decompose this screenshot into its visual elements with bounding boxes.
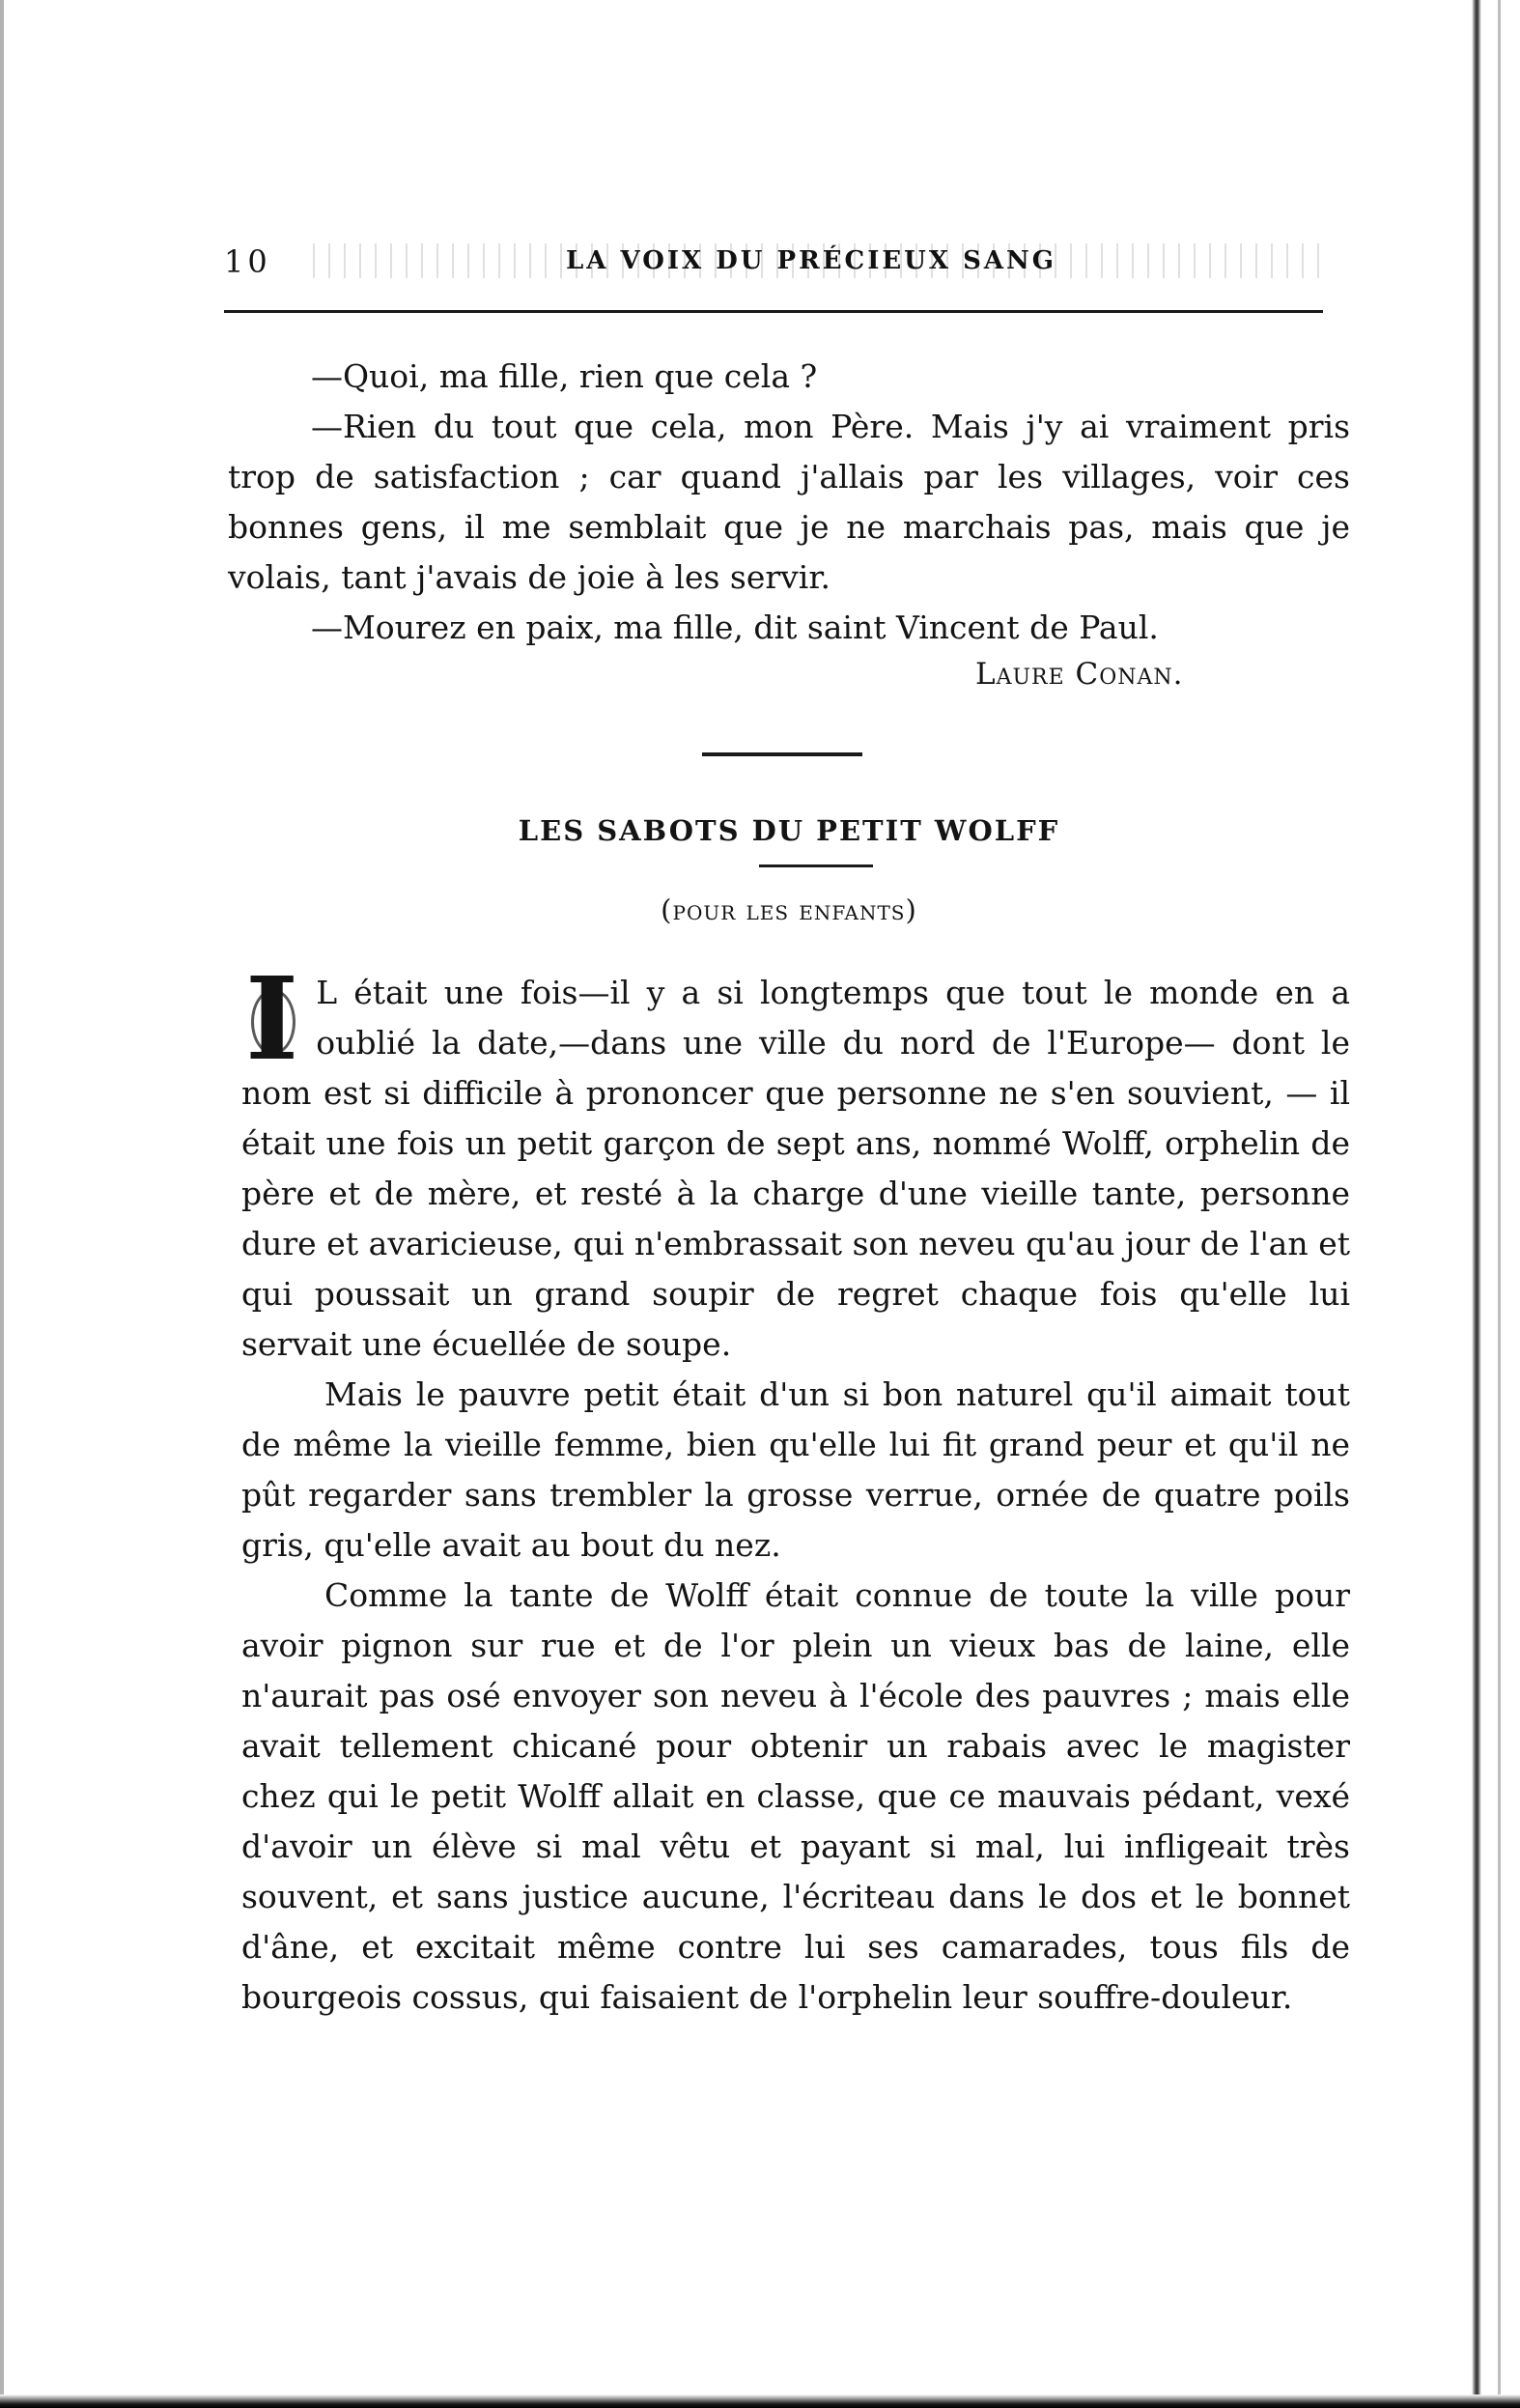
section-separator (702, 752, 862, 756)
story-title: LES SABOTS DU PETIT WOLFF (518, 814, 1060, 847)
running-title: LA VOIX DU PRÉCIEUX SANG (299, 243, 1323, 278)
scan-edge-right-shadow (1498, 0, 1501, 2408)
story-paragraph: Mais le pauvre petit était d'un si bon naturel qu'il aimait tout de même la vieille femme, bien qu'elle lui fit grand peur et qu'il ne pût regarder sans trembler la grosse verrue, ornée de quatre poils gris, qu'elle avait au bout du nez. (241, 1375, 1350, 1564)
page-number: 10 (224, 243, 271, 280)
dialogue-line: —Quoi, ma fille, rien que cela ? (311, 357, 818, 395)
story-paragraph (241, 951, 1350, 1370)
story-paragraph: Comme la tante de Wolff était connue de toute la ville pour avoir pignon sur rue et de l'or plein un vieux bas de laine, elle n'aurait pas osé envoyer son neveu à l'école des pauvres ; mais elle avait tellement chicané pour obtenir un rabais avec le magister chez qui le petit Wolff allait en classe, que ce mauvais pédant, vexé d'avoir un élève si mal vêtu et payant si mal, lui infligeait très souvent, et sans justice aucune, l'écriteau dans le dos et le bonnet d'âne, et excitait même contre lui ses camarades, tous fils de bourgeois cossus, qui faisaient de l'orphelin leur souffre-douleur. (241, 1576, 1350, 2016)
scan-edge-bottom (0, 2394, 1520, 2408)
dialogue-line: —Rien du tout que cela, mon Père. Mais j'y ai vraiment pris trop de satisfaction ; car quand j'allais par les villages, voir ces bonnes gens, il me semblait que je ne marchais pas, mais que je volais, tant j'avais de joie à les servir. (228, 408, 1350, 596)
story-subtitle: (pour les enfants) (661, 893, 917, 926)
first-word: L (316, 974, 338, 1011)
story-text (241, 951, 1350, 2023)
header-rule (224, 310, 1323, 313)
scan-edge-right (1472, 0, 1481, 2408)
drop-cap: I (241, 972, 302, 1066)
running-header (224, 240, 1325, 284)
dialogue-block (228, 352, 1350, 653)
title-rule (759, 864, 873, 867)
dialogue-line: —Mourez en paix, ma fille, dit saint Vincent de Paul. (311, 609, 1159, 646)
scan-edge-left (0, 0, 4, 2408)
author-signature: Laure Conan. (975, 657, 1184, 692)
paragraph-text: était une fois—il y a si longtemps que tout le monde en a oublié la date,—dans une ville du nord de l'Europe— dont le nom est si difficile à prononcer que personne ne s'en souvient, — il était une fois un petit garçon de sept ans, nommé Wolff, orphelin de père et de mère, et resté à la charge d'une vieille tante, personne dure et avaricieuse, qui n'embrassait son neveu qu'au jour de l'an et qui poussait un grand soupir de regret chaque fois qu'elle lui servait une écuellée de soupe. (241, 974, 1350, 1363)
